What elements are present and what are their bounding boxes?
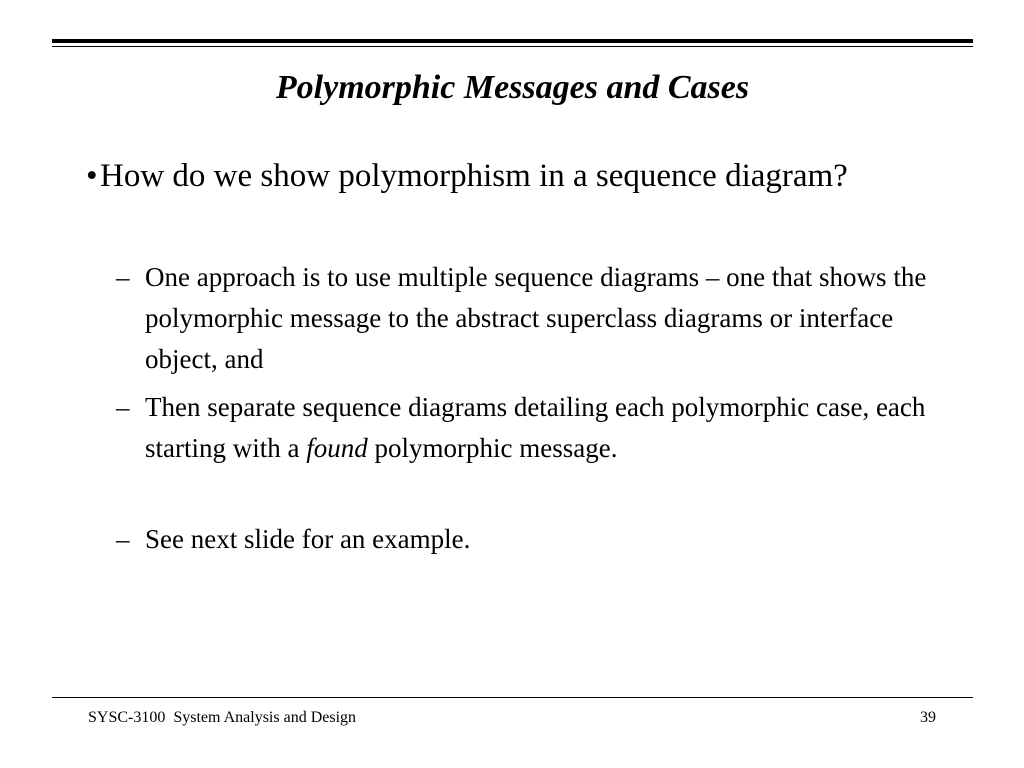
bullet-text: How do we show polymorphism in a sequence diagram? [100,158,848,194]
sub-item-text-before: Then separate sequence diagrams detailing each polymorphic case, each starting with a [145,392,926,463]
footer-course-title: SYSC-3100 System Analysis and Design [88,709,357,726]
top-rule-thick [52,39,973,43]
page-number: 39 [920,709,936,726]
bullet-item [86,155,926,197]
sub-item-text [145,387,946,469]
emphasis-found: found [306,433,368,463]
sub-item-1 [116,257,946,380]
sub-item-3 [116,519,946,560]
top-rule-thin [52,46,973,47]
footer-rule [52,697,973,698]
sub-marker: – [116,524,130,554]
sub-marker: – [116,392,130,422]
sub-marker: – [116,262,130,292]
bullet-marker: • [86,158,98,194]
sub-item-text: One approach is to use multiple sequence diagrams – one that shows the polymorphic message to the abstract superclass diagrams or interface object, and [145,262,927,374]
sub-item-text-after: polymorphic message. [367,433,618,463]
sub-item-text: See next slide for an example. [145,524,471,554]
sub-item-2 [116,387,946,469]
slide-title: Polymorphic Messages and Cases [275,69,750,106]
